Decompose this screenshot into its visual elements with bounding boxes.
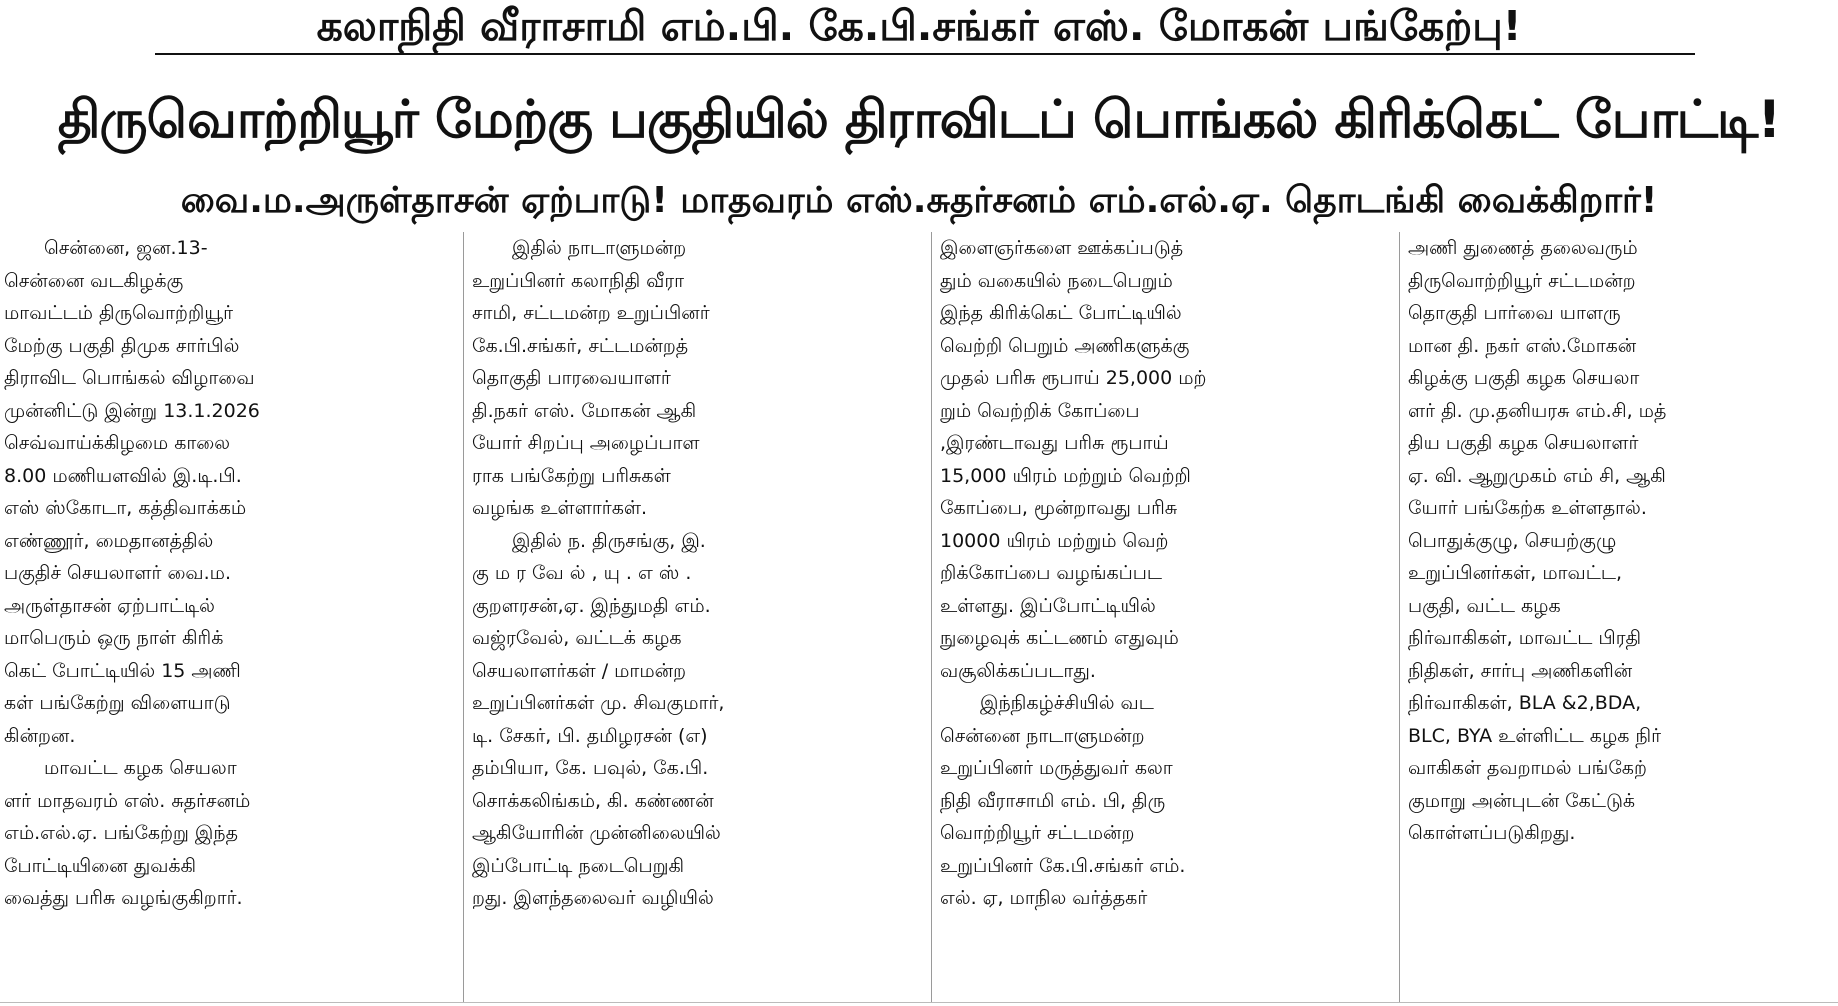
column-line: கோப்பை, மூன்றாவது பரிசு <box>940 497 1178 519</box>
column-line: திராவிட பொங்கல் விழாவை <box>4 367 255 389</box>
column-line: மான தி. நகர் எஸ்.மோகன் <box>1408 334 1637 357</box>
column-line: கெட் போட்டியில் 15 அணி <box>4 659 241 682</box>
column-line: இளைஞர்களை ஊக்கப்படுத் <box>940 237 1184 259</box>
column-line: எல். ஏ, மாநில வர்த்தகர் <box>940 887 1148 909</box>
column-line: BLC, BYA உள்ளிட்ட கழக நிர் <box>1408 724 1662 747</box>
article-column-1 <box>4 232 444 1002</box>
column-line: குமாறு அன்புடன் கேட்டுக் <box>1408 789 1636 812</box>
column-line: உறுப்பினர்கள், மாவட்ட, <box>1408 562 1623 584</box>
column-line: வஜ்ரவேல், வட்டக் கழக <box>472 627 682 649</box>
article-body <box>4 232 1834 1002</box>
column-line: முதல் பரிசு ரூபாய் 25,000 மற் <box>940 367 1207 389</box>
column-line: தொகுதி பாரவையாளர் <box>472 367 671 389</box>
column-line: வொற்றியூர் சட்டமன்ற <box>940 822 1135 844</box>
column-line: பகுதிச் செயலாளர் வை.ம. <box>4 562 231 584</box>
column-line: உறுப்பினர் கே.பி.சங்கர் எம். <box>940 854 1186 877</box>
column-line: ளர் மாதவரம் எஸ். சுதர்சனம் <box>4 789 251 812</box>
column-line: இந்நிகழ்ச்சியில் வட <box>980 692 1154 714</box>
column-line: வாகிகள் தவறாமல் பங்கேற் <box>1408 757 1647 779</box>
column-line: சென்னை நாடாளுமன்ற <box>940 724 1145 747</box>
column-line: டி. சேகர், பி. தமிழரசன் (எ) <box>472 724 708 747</box>
column-line: கிழக்கு பகுதி கழக செயலா <box>1408 367 1640 389</box>
column-line: கே.பி.சங்கர், சட்டமன்றத் <box>472 334 689 357</box>
column-line: வசூலிக்கப்படாது. <box>940 659 1096 682</box>
column-line: இந்த கிரிக்கெட் போட்டியில் <box>940 302 1182 324</box>
column-line: செயலாளர்கள் / மாமன்ற <box>472 659 687 682</box>
column-line: 8.00 மணியளவில் இ.டி.பி. <box>4 464 242 487</box>
column-line: கள் பங்கேற்று விளையாடு <box>4 692 231 714</box>
article-column-4 <box>1408 232 1834 1002</box>
column-line: நிர்வாகிகள், மாவட்ட பிரதி <box>1408 627 1642 649</box>
column-line: திருவொற்றியூர் சட்டமன்ற <box>1408 269 1636 292</box>
column-line: ஆகியோரின் முன்னிலையில் <box>472 822 721 844</box>
column-line: சென்னை வடகிழக்கு <box>4 269 184 292</box>
article-column-3 <box>940 232 1380 1002</box>
column-line: எஸ் ஸ்கோடா, கத்திவாக்கம் <box>4 497 247 519</box>
column-line: உறுப்பினர் மருத்துவர் கலா <box>940 757 1173 779</box>
column-line: ளர் தி. மு.தனியரசு எம்.சி, மத் <box>1408 399 1667 422</box>
column-line: முன்னிட்டு இன்று 13.1.2026 <box>4 399 260 422</box>
column-line: இதில் நாடாளுமன்ற <box>512 237 687 259</box>
column-line: றிக்கோப்பை வழங்கப்பட <box>940 562 1163 584</box>
kicker-headline: கலாநிதி வீராசாமி எம்.பி. கே.பி.சங்கர் எஸ். மோகன் பங்கேற்பு! <box>316 2 1522 50</box>
bottom-border <box>0 1002 1838 1003</box>
article-column-2 <box>472 232 912 1002</box>
column-line: தும் வகையில் நடைபெறும் <box>940 269 1173 292</box>
column-line: திய பகுதி கழக செயலாளர் <box>1408 432 1639 454</box>
column-line: உறுப்பினர்கள் மு. சிவகுமார், <box>472 692 725 714</box>
column-line: எண்ணூர், மைதானத்தில் <box>4 529 214 552</box>
column-line: நுழைவுக் கட்டணம் எதுவும் <box>940 627 1179 649</box>
column-line: குறளரசன்,ஏ. இந்துமதி எம். <box>472 594 711 617</box>
column-line: றும் வெற்றிக் கோப்பை <box>940 399 1140 422</box>
sub-headline: வை.ம.அருள்தாசன் ஏற்பாடு! மாதவரம் எஸ்.சுதர்சனம் எம்.எல்.ஏ. தொடங்கி வைக்கிறார்! <box>180 180 1658 221</box>
column-line: வைத்து பரிசு வழங்குகிறார். <box>4 887 243 909</box>
column-line: வெற்றி பெறும் அணிகளுக்கு <box>940 334 1190 357</box>
column-line: தம்பியா, கே. பவுல், கே.பி. <box>472 757 709 779</box>
column-line: சென்னை, ஜன.13- <box>44 237 208 259</box>
column-line: நிர்வாகிகள், BLA &2,BDA, <box>1408 692 1642 714</box>
column-line: கொள்ளப்படுகிறது. <box>1408 822 1576 844</box>
column-line: யோர் சிறப்பு அழைப்பாள <box>472 432 700 454</box>
column-line: அணி துணைத் தலைவரும் <box>1408 237 1638 259</box>
column-line: றது. இளந்தலைவர் வழியில் <box>472 887 714 909</box>
column-line: தி.நகர் எஸ். மோகன் ஆகி <box>472 399 697 422</box>
column-line: மேற்கு பகுதி திமுக சார்பில் <box>4 334 240 357</box>
column-line: யோர் பங்கேற்க உள்ளதால். <box>1408 497 1647 519</box>
column-line: மாவட்டம் திருவொற்றியூர் <box>4 302 234 324</box>
kicker-underline <box>155 53 1695 55</box>
main-headline: திருவொற்றியூர் மேற்கு பகுதியில் திராவிடப் பொங்கல் கிரிக்கெட் போட்டி! <box>57 90 1781 150</box>
column-line: இதில் ந. திருசங்கு, இ. <box>512 529 706 552</box>
column-line: கு ம ர வே ல் , யு . எ ஸ் . <box>472 562 692 584</box>
column-line: 15,000 யிரம் மற்றும் வெற்றி <box>940 464 1191 487</box>
column-line: உறுப்பினர் கலாநிதி வீரா <box>472 269 685 292</box>
column-line: கின்றன. <box>4 724 76 747</box>
column-line: போட்டியினை துவக்கி <box>4 854 197 877</box>
column-line: நிதி வீராசாமி எம். பி, திரு <box>940 789 1166 812</box>
column-line: ஏ. வி. ஆறுமுகம் எம் சி, ஆகி <box>1408 464 1666 487</box>
column-line: வழங்க உள்ளார்கள். <box>472 497 648 519</box>
column-line: பகுதி, வட்ட கழக <box>1408 594 1561 617</box>
column-line: ,இரண்டாவது பரிசு ரூபாய் <box>940 432 1169 454</box>
column-line: சொக்கலிங்கம், கி. கண்ணன் <box>472 789 714 812</box>
column-line: மாவட்ட கழக செயலா <box>44 757 237 779</box>
column-line: பொதுக்குழு, செயற்குழு <box>1408 529 1617 552</box>
column-line: சாமி, சட்டமன்ற உறுப்பினர் <box>472 302 710 324</box>
column-line: 10000 யிரம் மற்றும் வெற் <box>940 529 1169 552</box>
column-line: செவ்வாய்க்கிழமை காலை <box>4 432 231 454</box>
column-line: எம்.எல்.ஏ. பங்கேற்று இந்த <box>4 822 238 844</box>
column-line: தொகுதி பார்வை யாளரு <box>1408 302 1621 324</box>
column-line: மாபெரும் ஒரு நாள் கிரிக் <box>4 627 224 649</box>
column-line: இப்போட்டி நடைபெறுகி <box>472 854 685 877</box>
column-line: அருள்தாசன் ஏற்பாட்டில் <box>4 594 215 617</box>
column-line: உள்ளது. இப்போட்டியில் <box>940 594 1156 617</box>
column-line: நிதிகள், சார்பு அணிகளின் <box>1408 659 1633 682</box>
column-line: ராக பங்கேற்று பரிசுகள் <box>472 464 671 487</box>
